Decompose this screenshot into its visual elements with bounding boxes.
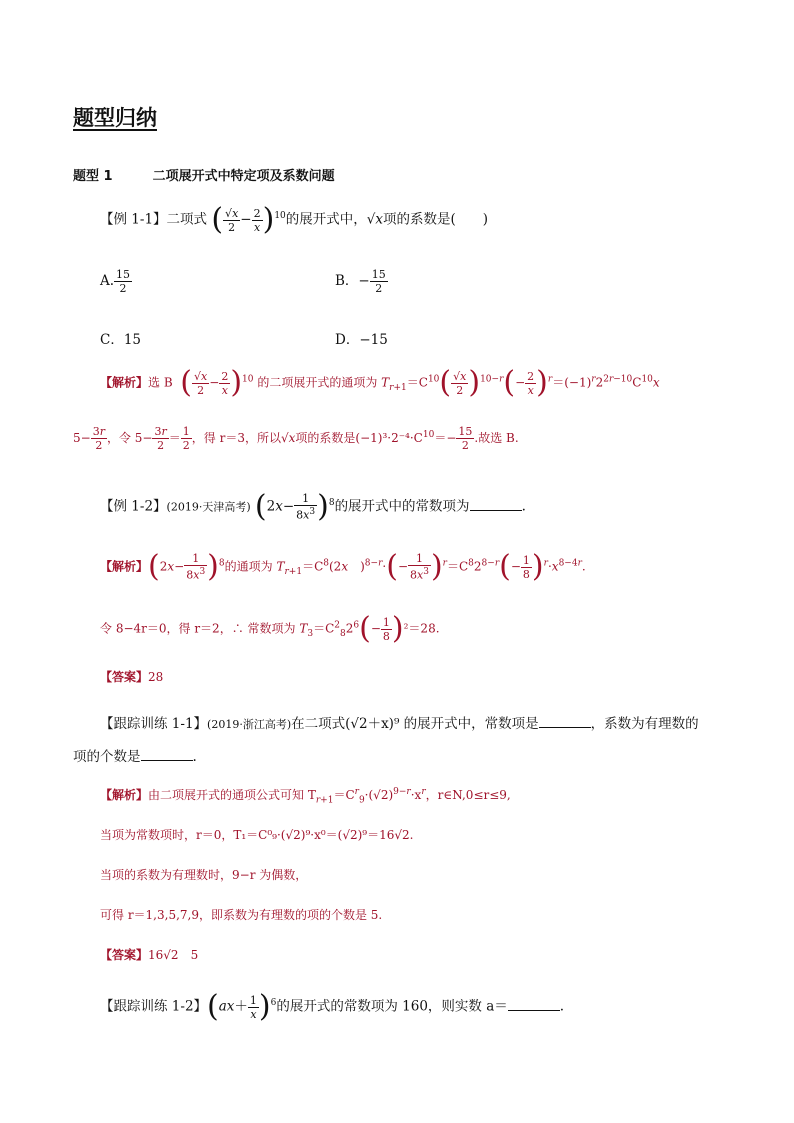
solution-tr-1-1-line1: 【解析】由二项展开式的通项公式可知 $T_{r+1}=C^r_9\cdot(√2)^{9-r}\cdot x^r$，r∈N,0≤r≤9, [100,787,511,806]
type-title: 二项展开式中特定项及系数问题 [152,169,335,184]
answer-1-2: 【答案】28 [100,670,164,684]
option-b: B．− $\frac{15}{2}$ [335,268,386,295]
training-1-1-line2: 项的个数是 . [73,749,197,765]
option-c: C．15 [100,332,142,348]
answer-blank-2[interactable] [141,750,193,761]
answer-blank-a[interactable] [508,1000,560,1011]
type-label: 题型 1 [73,169,113,184]
training-1-1: 【跟踪训练 1-1】(2019·浙江高考)在二项式(√2＋x)⁹ 的展开式中，常数项是 ，系数为有理数的 [100,716,699,732]
solution-1-2-line2: 令 8−4r＝0，得 r＝2，∴ 常数项为 $T_3=C^2_82^6(-$ $\frac{1}{8}$ )²＝28. [100,611,440,646]
solution-1-1-line2: 5− $\frac{3r}{2}$ ，令 5− $\frac{3r}{2}$ ＝ $\frac{1}{2}$ ，得 r＝3，所以√x项的系数是$(-1)^3\cdot 2^{-4}\cdot C^{10}=-$ $\frac{15}{2}$ .故选 B. [73,425,519,452]
section-title: 题型归纳 [73,106,157,130]
example-1-1: 【例 1-1】二项式 ( $\frac{√x}{2}$ − $\frac{2}{x}$ )$^{10}$的展开式中，√x项的系数是( ) [100,202,489,237]
solution-tr-1-1-line4: 可得 r＝1,3,5,7,9，即系数为有理数的项的个数是 5. [100,908,383,922]
option-d: D．−15 [335,332,388,348]
answer-tr-1-1: 【答案】16√2 5 [100,948,199,962]
solution-1-2-line1: 【解析】(2x− $\frac{1}{8x^3}$ )$^8$的通项为 $T_{r+1}=C^8(2x$ )$^{8-r}$·(− $\frac{1}{8x^3}$ )$^r=C^82^{8-r}(-$ $\frac{1}{8}$ )$^r\cdot x^{8-4r}$. [100,549,586,584]
option-a: A. $\frac{15}{2}$ [100,268,131,295]
example-1-2: 【例 1-2】(2019·天津高考) (2x− $\frac{1}{8x^3}$ )$^8$的展开式中的常数项为 . [100,489,526,524]
solution-1-1-line1: 【解析】选 B ( $\frac{√x}{2}$ − $\frac{2}{x}$ )$^{10}$ 的二项展开式的通项为 $T_{r+1}=C^{10}$( $\frac{√x}{2}$ )$^{10-r}$(− $\frac{2}{x}$ )$^r=(-1)^r2^{2r-10}C^{10}x$ [100,365,660,400]
type-heading [73,165,335,184]
solution-tr-1-1-line3: 当项的系数为有理数时，9−r 为偶数， [100,868,308,882]
answer-blank[interactable] [470,500,522,511]
answer-blank-1[interactable] [539,717,591,728]
training-1-2: 【跟踪训练 1-2】(ax＋ $\frac{1}{x}$ )$^6$的展开式的常数项为 160，则实数 a＝ . [100,989,565,1024]
solution-tr-1-1-line2: 当项为常数项时，r＝0，T₁＝C⁰₉·(√2)⁹·x⁰＝(√2)⁹＝16√2. [100,828,414,842]
